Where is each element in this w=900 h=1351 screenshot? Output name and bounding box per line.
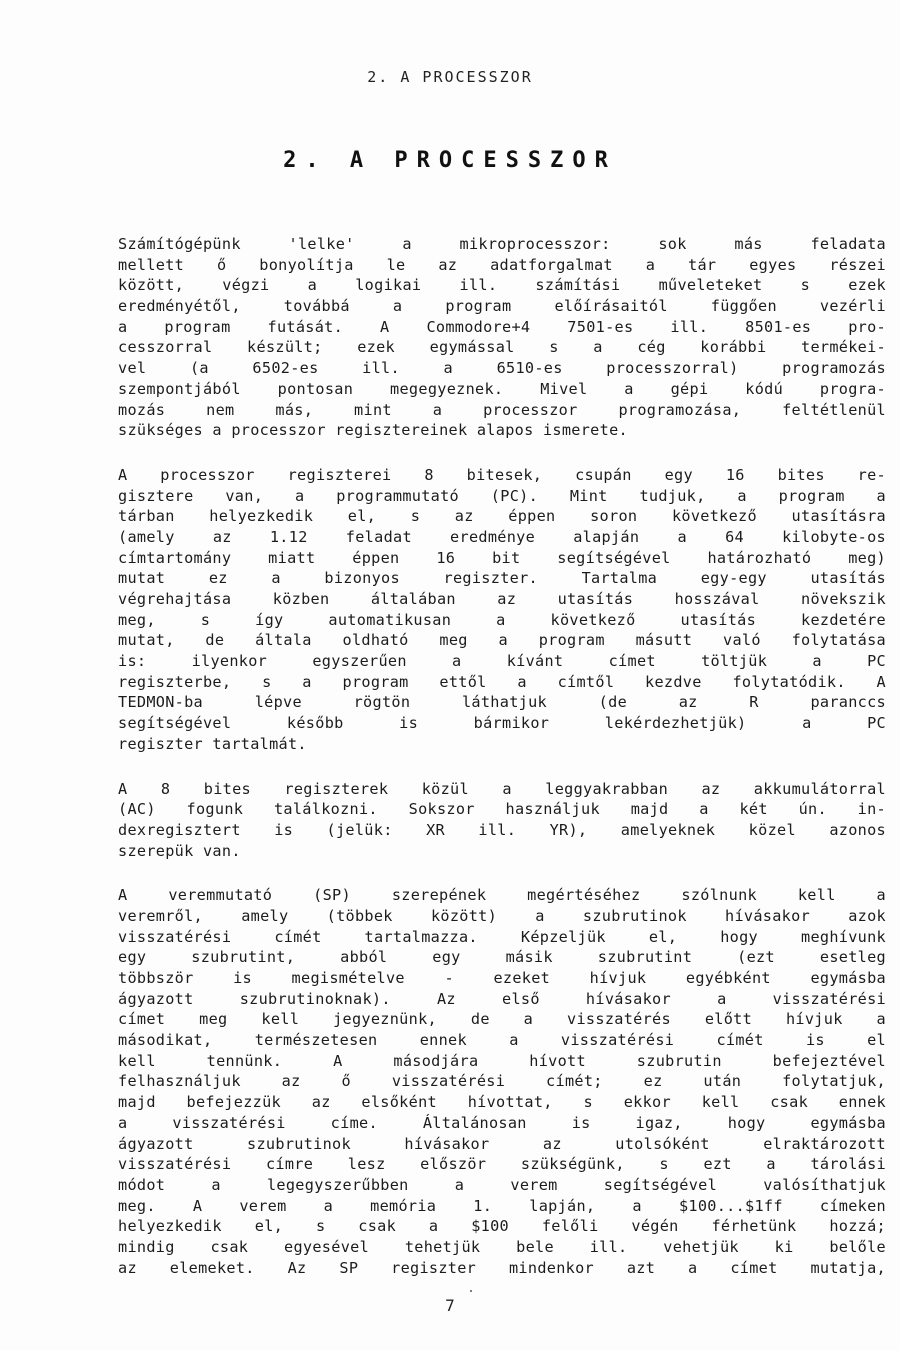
print-speck	[470, 1290, 472, 1292]
text-line: is: ilyenkor egyszerűen a kívánt címet töltjük a PC	[118, 652, 886, 671]
text-line: között, végzi a logikai ill. számítási műveleteket s ezek	[118, 276, 886, 295]
paragraph-3	[118, 779, 886, 862]
text-line: a visszatérési címe. Általánosan is igaz, hogy egymásba	[118, 1113, 886, 1132]
text-line: helyezkedik el, s csak a $100 felőli végén férhetünk hozzá;	[118, 1217, 886, 1236]
text-line: többször is megismételve - ezeket hívjuk egyébként egymásba	[118, 969, 886, 987]
chapter-title: 2. A PROCESSZOR	[283, 148, 617, 173]
text-line: ágyazott szubrutinoknak). Az első hívásakor a visszatérési	[118, 989, 886, 1008]
text-line: módot a legegyszerűbben a verem segítségével valósíthatjuk	[118, 1175, 886, 1194]
text-line: mozás nem más, mint a processzor programozása, feltétlenül	[118, 400, 886, 419]
text-line: ágyazott szubrutinok hívásakor az utolsóként elraktározott	[118, 1134, 886, 1153]
running-head: 2. A PROCESSZOR	[367, 68, 533, 86]
text-line: gisztere van, a programmutató (PC). Mint tudjuk, a program a	[118, 486, 886, 505]
text-line: vel (a 6502-es ill. a 6510-es processzorral) programozás	[118, 359, 886, 378]
text-line: A processzor regiszterei 8 bitesek, csupán egy 16 bites re-	[118, 465, 886, 484]
text-line: meg, s így automatikusan a következő utasítás kezdetére	[118, 610, 886, 629]
text-line: a program futását. A Commodore+4 7501-es ill. 8501-es pro-	[118, 317, 886, 336]
text-line: szempontjából pontosan megegyeznek. Mivel a gépi kódú progra-	[118, 379, 886, 398]
text-line: szerepük van.	[118, 841, 241, 860]
text-line: mutat, de általa oldható meg a program másutt való folytatása	[118, 631, 886, 650]
text-line: címtartomány miatt éppen 16 bit segítségével határozható meg)	[118, 548, 886, 567]
text-line: címet meg kell jegyeznünk, de a visszatérés előtt hívjuk a	[118, 1010, 886, 1029]
page-number: 7	[445, 1296, 455, 1315]
text-line: kell tennünk. A másodjára hívott szubrutin befejeztével	[118, 1051, 886, 1070]
text-line: regiszterbe, s a program ettől a címtől kezdve folytatódik. A	[118, 672, 886, 691]
text-line: visszatérési címét tartalmazza. Képzeljük el, hogy meghívunk	[118, 927, 886, 946]
text-line: veremről, amely (többek között) a szubrutinok hívásakor azok	[118, 906, 886, 925]
text-line: dexregisztert is (jelük: XR ill. YR), amelyeknek közel azonos	[118, 820, 886, 839]
text-line: egy szubrutint, abból egy másik szubrutint (ezt esetleg	[118, 948, 886, 967]
text-line: visszatérési címre lesz először szükségünk, s ezt a tárolási	[118, 1155, 886, 1174]
text-line: Számítógépünk 'lelke' a mikroprocesszor: sok más feladata	[118, 235, 886, 253]
text-line: majd befejezzük az elsőként hívottat, s ekkor kell csak ennek	[118, 1093, 886, 1112]
text-line: A veremmutató (SP) szerepének megértéséhez szólnunk kell a	[118, 886, 886, 905]
paragraph-4	[118, 885, 886, 1278]
body-text	[118, 234, 886, 1302]
paragraph-2	[118, 465, 886, 755]
text-line: tárban helyezkedik el, s az éppen soron következő utasításra	[118, 507, 886, 526]
paragraph-1	[118, 234, 886, 441]
text-line: felhasználjuk az ő visszatérési címét; ez után folytatjuk,	[118, 1072, 886, 1091]
text-line: (amely az 1.12 feladat eredménye alapján a 64 kilobyte-os	[118, 527, 886, 546]
text-line: cesszorral készült; ezek egymással s a cég korábbi termékei-	[118, 338, 886, 357]
text-line: segítségével később is bármikor lekérdezhetjük) a PC	[118, 714, 886, 733]
text-line: az elemeket. Az SP regiszter mindenkor azt a címet mutatja,	[118, 1258, 886, 1277]
text-line: mindig csak egyesével tehetjük bele ill. vehetjük ki belőle	[118, 1237, 886, 1256]
text-line: meg. A verem a memória 1. lapján, a $100...$1ff címeken	[118, 1196, 886, 1215]
text-line: mellett ő bonyolítja le az adatforgalmat a tár egyes részei	[118, 255, 886, 274]
text-line: A 8 bites regiszterek közül a leggyakrabban az akkumulátorral	[118, 779, 886, 798]
text-line: szükséges a processzor regisztereinek alapos ismerete.	[118, 421, 628, 440]
text-line: TEDMON-ba lépve rögtön láthatjuk (de az R paranccs	[118, 693, 886, 712]
text-line: mutat ez a bizonyos regiszter. Tartalma egy-egy utasítás	[118, 569, 886, 588]
text-line: másodikat, természetesen ennek a visszatérési címét is el	[118, 1031, 886, 1050]
text-line: regiszter tartalmát.	[118, 734, 307, 753]
text-line: eredményétől, továbbá a program előírásaitól függően vezérli	[118, 297, 886, 316]
text-line: végrehajtása közben általában az utasítás hosszával növekszik	[118, 590, 886, 608]
text-line: (AC) fogunk találkozni. Sokszor használjuk majd a két ún. in-	[118, 800, 886, 819]
